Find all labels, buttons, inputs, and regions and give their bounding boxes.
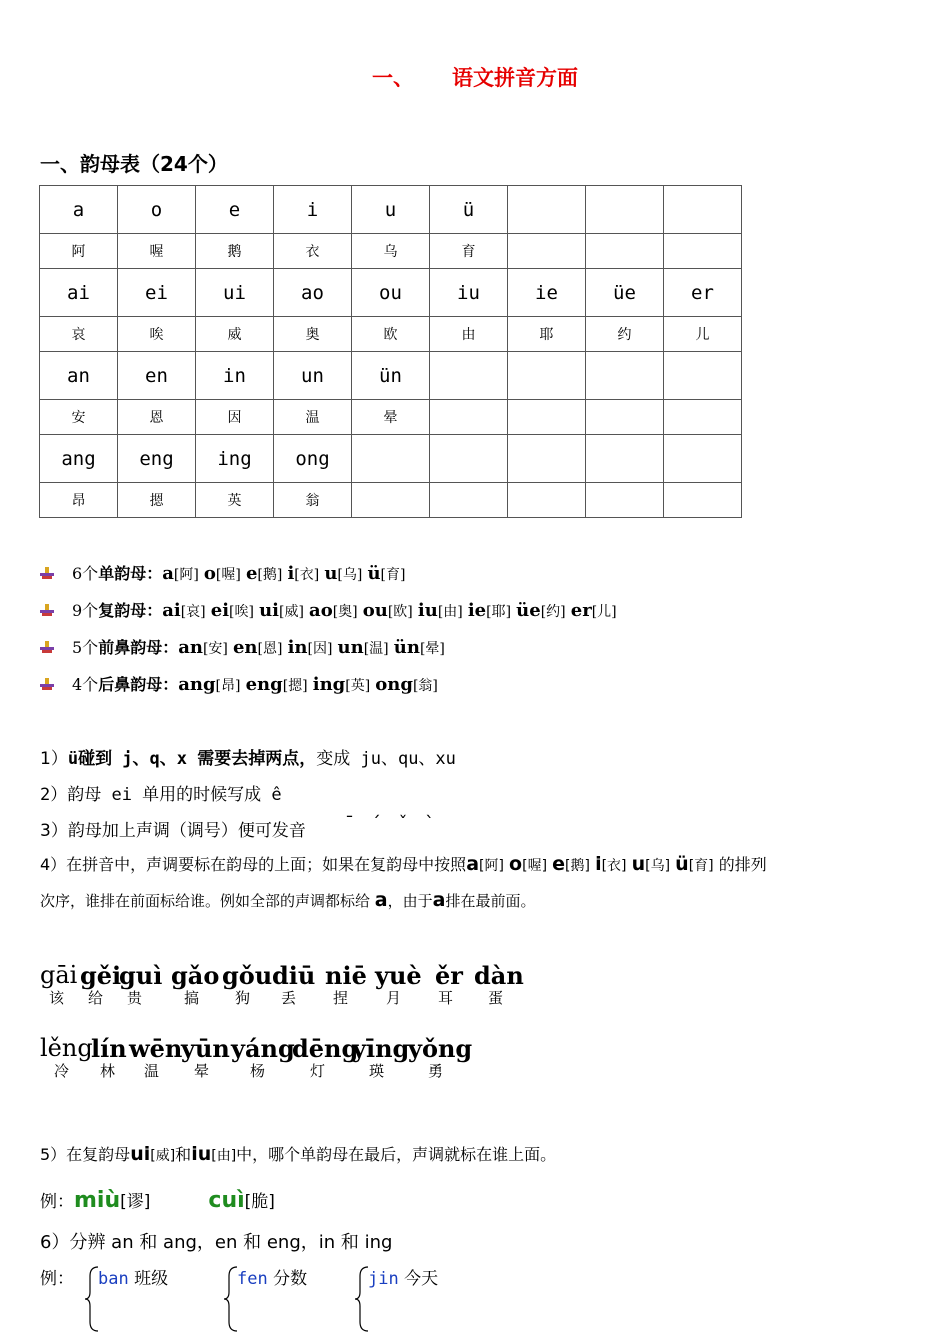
bullet-icon	[40, 677, 54, 691]
bullet-label: 单韵母：	[98, 564, 163, 583]
seq-hanzi: [育]	[688, 858, 714, 874]
bullet-hanzi: [奥]	[332, 604, 358, 620]
note-3: 3）韵母加上声调（调号）便可发音	[40, 821, 306, 841]
pinyin-cell: ao	[274, 269, 352, 317]
example-pinyin: dàn	[474, 961, 524, 990]
example-hanzi: 林	[100, 1062, 116, 1080]
note-4-line1	[40, 852, 767, 875]
bullet-hanzi: [唉]	[229, 604, 254, 620]
example-pinyin: yūn	[181, 1034, 230, 1063]
bullet-hanzi: [耶]	[486, 604, 512, 620]
pinyin-cell: ong	[274, 435, 352, 483]
example-pinyin: lín	[91, 1034, 127, 1063]
example-5-hz2: [脆]	[244, 1192, 275, 1212]
example-hanzi: 冷	[54, 1062, 70, 1080]
bullet-final: ing	[312, 674, 346, 695]
example-pinyin: gěi	[80, 961, 122, 990]
hanzi-cell: 鹅	[196, 234, 274, 269]
pinyin-cell: a	[40, 186, 118, 234]
bullet-label: 后鼻韵母：	[98, 675, 179, 694]
example-6-pinyin: jin	[368, 1269, 399, 1289]
hanzi-cell	[664, 234, 742, 269]
pinyin-cell	[508, 352, 586, 400]
bullet-final: un	[337, 637, 364, 658]
seq-final: i	[595, 853, 602, 875]
example-hanzi: 耳	[438, 989, 454, 1007]
hanzi-cell	[508, 234, 586, 269]
example-pinyin: yáng	[231, 1034, 295, 1063]
example-6-hanzi: 今天	[404, 1269, 439, 1289]
seq-hanzi: [乌]	[645, 858, 671, 874]
bullet-final: u	[324, 563, 338, 584]
example-5-word2: cuì	[208, 1188, 245, 1213]
example-pinyin: yǒng	[408, 1034, 473, 1063]
pinyin-cell	[508, 186, 586, 234]
example-hanzi: 贵	[127, 989, 143, 1007]
note-1-bold: ü碰到 j、q、x 需要去掉两点，	[67, 749, 317, 769]
table-row-hanzi	[40, 234, 742, 269]
bullet-final: ei	[210, 600, 230, 621]
hanzi-cell: 乌	[352, 234, 430, 269]
bullet-icon	[40, 640, 54, 654]
example-5-hz1: [谬]	[120, 1192, 151, 1212]
example-5	[40, 1187, 275, 1213]
example-hanzi: 温	[144, 1062, 160, 1080]
bullet-line	[40, 598, 617, 621]
seq-final: a	[466, 853, 480, 875]
bullet-final: an	[178, 637, 203, 658]
pinyin-cell: en	[118, 352, 196, 400]
example-hanzi: 晕	[194, 1062, 210, 1080]
title-number: 一、	[372, 66, 414, 90]
pinyin-cell: o	[118, 186, 196, 234]
pinyin-cell: ai	[40, 269, 118, 317]
note-1-rest: 变成 ju、qu、xu	[316, 749, 456, 769]
hanzi-cell	[586, 483, 664, 518]
note-5-a: 5）在复韵母	[40, 1145, 131, 1164]
hanzi-cell: 耶	[508, 317, 586, 352]
example-hanzi: 蛋	[488, 989, 504, 1007]
hanzi-cell: 哀	[40, 317, 118, 352]
bullet-count: 6个	[72, 564, 99, 583]
example-6-hanzi: 班级	[134, 1269, 169, 1289]
example-pinyin: wēn	[129, 1034, 183, 1063]
bullet-final: ui	[259, 600, 280, 621]
hanzi-cell	[430, 400, 508, 435]
hanzi-cell: 欧	[352, 317, 430, 352]
hanzi-cell	[430, 483, 508, 518]
bullet-hanzi: [晕]	[419, 641, 445, 657]
example-5-word1: miù	[74, 1188, 121, 1213]
hanzi-cell	[508, 400, 586, 435]
page-title	[0, 62, 950, 92]
pinyin-cell: ü	[430, 186, 508, 234]
example-5-label: 例：	[40, 1192, 74, 1212]
hanzi-cell: 由	[430, 317, 508, 352]
example-pinyin: ěr	[435, 961, 463, 990]
hanzi-cell: 因	[196, 400, 274, 435]
hanzi-cell: 安	[40, 400, 118, 435]
seq-hanzi: [阿]	[479, 858, 504, 874]
note-4-tail: 的排列	[718, 855, 767, 874]
example-hanzi: 给	[88, 989, 104, 1007]
pinyin-cell: ie	[508, 269, 586, 317]
bullet-line	[40, 561, 405, 584]
example-pinyin: diū	[272, 961, 316, 990]
bullet-count: 5个	[72, 638, 99, 657]
bullet-hanzi: [欧]	[387, 604, 413, 620]
hanzi-cell: 温	[274, 400, 352, 435]
example-hanzi: 搞	[184, 989, 200, 1007]
example-hanzi: 捏	[333, 989, 349, 1007]
bullet-final: ie	[467, 600, 487, 621]
note-4-letter-a: a	[374, 889, 388, 911]
note-4-letter-a2: a	[432, 889, 446, 911]
pinyin-cell: ou	[352, 269, 430, 317]
bullet-final: ün	[393, 637, 420, 658]
example-hanzi: 狗	[235, 989, 251, 1007]
example-hanzi: 杨	[250, 1062, 266, 1080]
hanzi-cell: 昂	[40, 483, 118, 518]
hanzi-cell: 晕	[352, 400, 430, 435]
curly-brace-icon	[354, 1266, 372, 1332]
bullet-hanzi: [恩]	[257, 641, 283, 657]
hanzi-cell: 衣	[274, 234, 352, 269]
bullet-hanzi: [约]	[540, 604, 566, 620]
bullet-final: en	[232, 637, 258, 658]
bullet-hanzi: [儿]	[591, 604, 617, 620]
bullet-hanzi: [育]	[380, 567, 406, 583]
bullet-label: 前鼻韵母：	[98, 638, 179, 657]
pinyin-cell	[664, 352, 742, 400]
pinyin-cell	[586, 352, 664, 400]
pinyin-cell: ang	[40, 435, 118, 483]
table-row-hanzi	[40, 400, 742, 435]
example-pinyin: yuè	[375, 961, 422, 990]
table-row-hanzi	[40, 483, 742, 518]
note-1-prefix: 1）	[40, 749, 68, 769]
pinyin-cell: eng	[118, 435, 196, 483]
bullet-hanzi: [喔]	[215, 567, 241, 583]
pinyin-cell: ui	[196, 269, 274, 317]
table-row-pinyin	[40, 186, 742, 234]
bullet-icon	[40, 566, 54, 580]
pinyin-cell: ei	[118, 269, 196, 317]
example-hanzi: 丢	[281, 989, 297, 1007]
bullet-hanzi: [温]	[363, 641, 389, 657]
bullet-hanzi: [因]	[307, 641, 333, 657]
hanzi-cell: 奥	[274, 317, 352, 352]
bullet-hanzi: [衣]	[294, 567, 320, 583]
example-6-pinyin: ban	[98, 1269, 129, 1289]
table-row-pinyin	[40, 435, 742, 483]
pinyin-cell	[430, 435, 508, 483]
bullet-hanzi: [摁]	[282, 678, 308, 694]
hanzi-cell	[664, 483, 742, 518]
example-hanzi: 勇	[428, 1062, 444, 1080]
example-pinyin: lěng	[40, 1034, 93, 1062]
note-4-d: ，由于	[387, 892, 433, 910]
bullet-hanzi: [阿]	[173, 567, 199, 583]
seq-final: ü	[675, 853, 689, 875]
pinyin-cell: i	[274, 186, 352, 234]
pinyin-cell	[664, 435, 742, 483]
hanzi-cell: 威	[196, 317, 274, 352]
note-5-ui-hz: [威]	[150, 1148, 176, 1164]
example-pinyin: gāi	[40, 961, 78, 989]
seq-hanzi: [喔]	[522, 858, 548, 874]
bullet-final: o	[203, 563, 216, 584]
note-4-line2	[40, 889, 535, 911]
bullet-hanzi: [安]	[202, 641, 228, 657]
example-6-hanzi: 分数	[273, 1269, 308, 1289]
bullet-final: üe	[516, 600, 541, 621]
note-4-e: 排在最前面。	[445, 892, 536, 910]
hanzi-cell: 育	[430, 234, 508, 269]
curly-brace-icon	[84, 1266, 102, 1332]
note-2: 2）韵母 ei 单用的时候写成 ê	[40, 785, 282, 805]
bullet-final: ang	[178, 674, 216, 695]
seq-final: u	[631, 853, 646, 875]
bullet-final: ao	[309, 600, 333, 621]
note-4-text: 4）在拼音中，声调要标在韵母的上面；如果在复韵母中按照	[40, 855, 467, 874]
bullet-count: 4个	[72, 675, 99, 694]
pinyin-cell: er	[664, 269, 742, 317]
example-hanzi: 月	[386, 989, 402, 1007]
example-hanzi: 灯	[310, 1062, 326, 1080]
yunmu-table	[39, 185, 742, 518]
example-hanzi: 该	[49, 989, 65, 1007]
hanzi-cell	[508, 483, 586, 518]
bullet-line	[40, 635, 445, 658]
bullet-final: i	[287, 563, 295, 584]
hanzi-cell: 恩	[118, 400, 196, 435]
pinyin-cell	[430, 352, 508, 400]
bullet-hanzi: [乌]	[337, 567, 363, 583]
note-4-sequence	[466, 855, 719, 874]
note-5	[40, 1142, 556, 1165]
seq-final: e	[552, 853, 566, 875]
pinyin-cell	[508, 435, 586, 483]
bullet-final: in	[287, 637, 308, 658]
hanzi-cell	[586, 234, 664, 269]
note-5-ui: ui	[130, 1143, 151, 1165]
note-5-rest: 中，哪个单韵母在最后，声调就标在谁上面。	[236, 1145, 557, 1164]
note-4-c: 次序，谁排在前面标给谁。例如全部的声调都标给	[40, 892, 371, 910]
note-6: 6）分辨 an 和 ang，en 和 eng，in 和 ing	[40, 1232, 393, 1253]
example-pinyin: niē	[325, 961, 367, 990]
bullet-count: 9个	[72, 601, 99, 620]
note-5-and: 和	[175, 1145, 192, 1164]
tone-marks: ˉ ˊ ˇ ˋ	[345, 813, 441, 834]
bullet-hanzi: [威]	[279, 604, 304, 620]
pinyin-cell: u	[352, 186, 430, 234]
bullet-hanzi: [哀]	[180, 604, 206, 620]
note-1	[40, 744, 456, 769]
example-pinyin: yīng	[352, 1034, 410, 1063]
example-6-label: 例：	[40, 1269, 74, 1289]
bullet-label: 复韵母：	[98, 601, 163, 620]
hanzi-cell: 摁	[118, 483, 196, 518]
seq-hanzi: [衣]	[601, 858, 627, 874]
pinyin-cell: üe	[586, 269, 664, 317]
hanzi-cell	[586, 400, 664, 435]
hanzi-cell: 阿	[40, 234, 118, 269]
bullet-hanzi: [英]	[345, 678, 371, 694]
table-row-pinyin	[40, 269, 742, 317]
example-pinyin: gǒu	[222, 961, 273, 990]
bullet-final: eng	[245, 674, 283, 695]
example-6-item	[237, 1264, 307, 1289]
bullet-icon	[40, 603, 54, 617]
bullet-final: ai	[162, 600, 181, 621]
hanzi-cell: 唉	[118, 317, 196, 352]
bullet-hanzi: [翁]	[412, 678, 438, 694]
hanzi-cell: 翁	[274, 483, 352, 518]
hanzi-cell: 喔	[118, 234, 196, 269]
table-row-pinyin	[40, 352, 742, 400]
pinyin-cell	[352, 435, 430, 483]
note-5-iu-hz: [由]	[211, 1148, 237, 1164]
pinyin-cell: in	[196, 352, 274, 400]
bullet-final: ong	[375, 674, 413, 695]
example-pinyin: guì	[119, 961, 163, 990]
example-6-item	[368, 1264, 438, 1289]
pinyin-cell: ün	[352, 352, 430, 400]
section-heading: 一、韵母表（24个）	[40, 152, 228, 176]
curly-brace-icon	[223, 1266, 241, 1332]
bullet-line	[40, 672, 438, 695]
pinyin-cell: ing	[196, 435, 274, 483]
bullet-final: ou	[362, 600, 388, 621]
example-6-pinyin: fen	[237, 1269, 268, 1289]
bullet-final: er	[570, 600, 592, 621]
hanzi-cell	[352, 483, 430, 518]
example-pinyin: gǎo	[171, 961, 220, 990]
pinyin-cell	[586, 186, 664, 234]
example-6-item	[98, 1264, 168, 1289]
seq-hanzi: [鹅]	[565, 858, 590, 874]
pinyin-cell: e	[196, 186, 274, 234]
pinyin-cell	[586, 435, 664, 483]
hanzi-cell	[664, 400, 742, 435]
bullet-hanzi: [鹅]	[257, 567, 283, 583]
hanzi-cell: 儿	[664, 317, 742, 352]
pinyin-cell: iu	[430, 269, 508, 317]
pinyin-cell	[664, 186, 742, 234]
bullet-hanzi: [昂]	[215, 678, 241, 694]
pinyin-cell: un	[274, 352, 352, 400]
title-text: 语文拼音方面	[452, 66, 578, 90]
hanzi-cell: 约	[586, 317, 664, 352]
note-5-iu: iu	[191, 1143, 212, 1165]
bullet-final: a	[162, 563, 174, 584]
bullet-final: ü	[367, 563, 381, 584]
pinyin-cell: an	[40, 352, 118, 400]
example-pinyin: dēng	[292, 1034, 359, 1063]
example-hanzi: 瑛	[369, 1062, 385, 1080]
hanzi-cell: 英	[196, 483, 274, 518]
table-row-hanzi	[40, 317, 742, 352]
bullet-final: e	[245, 563, 258, 584]
bullet-hanzi: [由]	[437, 604, 463, 620]
seq-final: o	[509, 853, 523, 875]
bullet-final: iu	[417, 600, 438, 621]
